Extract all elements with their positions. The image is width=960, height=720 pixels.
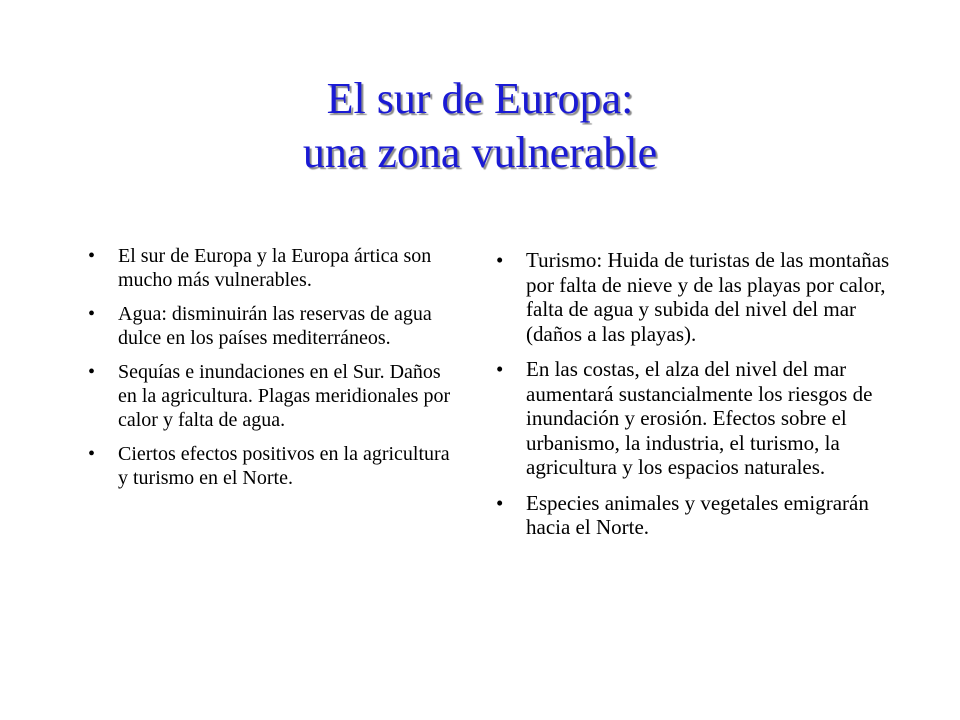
- bullet-icon: •: [496, 357, 504, 381]
- bullet-icon: •: [88, 245, 96, 267]
- title-line-2: una zona vulnerable: [302, 128, 658, 177]
- bullet-text: Ciertos efectos positivos en la agricultura y turismo en el Norte.: [118, 443, 450, 489]
- list-item: [494, 248, 894, 346]
- bullet-text: Sequías e inundaciones en el Sur. Daños en la agricultura. Plagas meridionales por calor y falta de agua.: [118, 361, 451, 431]
- list-item: [86, 302, 462, 350]
- bullet-text: Agua: disminuirán las reservas de agua dulce en los países mediterráneos.: [118, 303, 432, 349]
- bullet-icon: •: [88, 361, 96, 383]
- slide-title: [0, 72, 960, 180]
- list-item: [86, 442, 462, 490]
- list-item: [86, 244, 462, 292]
- bullet-icon: •: [88, 303, 96, 325]
- bullet-icon: •: [88, 443, 96, 465]
- left-bullet-list: [86, 244, 462, 500]
- right-bullet-list: [494, 248, 894, 551]
- list-item: [494, 357, 894, 480]
- title-line-1: El sur de Europa:: [326, 74, 634, 123]
- bullet-text: Especies animales y vegetales emigrarán hacia el Norte.: [526, 490, 869, 539]
- bullet-icon: •: [496, 248, 504, 272]
- list-item: [86, 360, 462, 432]
- bullet-text: El sur de Europa y la Europa ártica son mucho más vulnerables.: [118, 245, 432, 291]
- bullet-icon: •: [496, 490, 504, 515]
- bullet-text: Turismo: Huida de turistas de las montañas por falta de nieve y de las playas por calor, falta de agua y subida del nivel del mar (daños a las playas).: [526, 248, 890, 346]
- list-item: [494, 491, 894, 540]
- bullet-text: En las costas, el alza del nivel del mar aumentará sustancialmente los riesgos de inundación y erosión. Efectos sobre el urbanismo, la industria, el turismo, la agricultura y los espacios naturales.: [526, 357, 873, 479]
